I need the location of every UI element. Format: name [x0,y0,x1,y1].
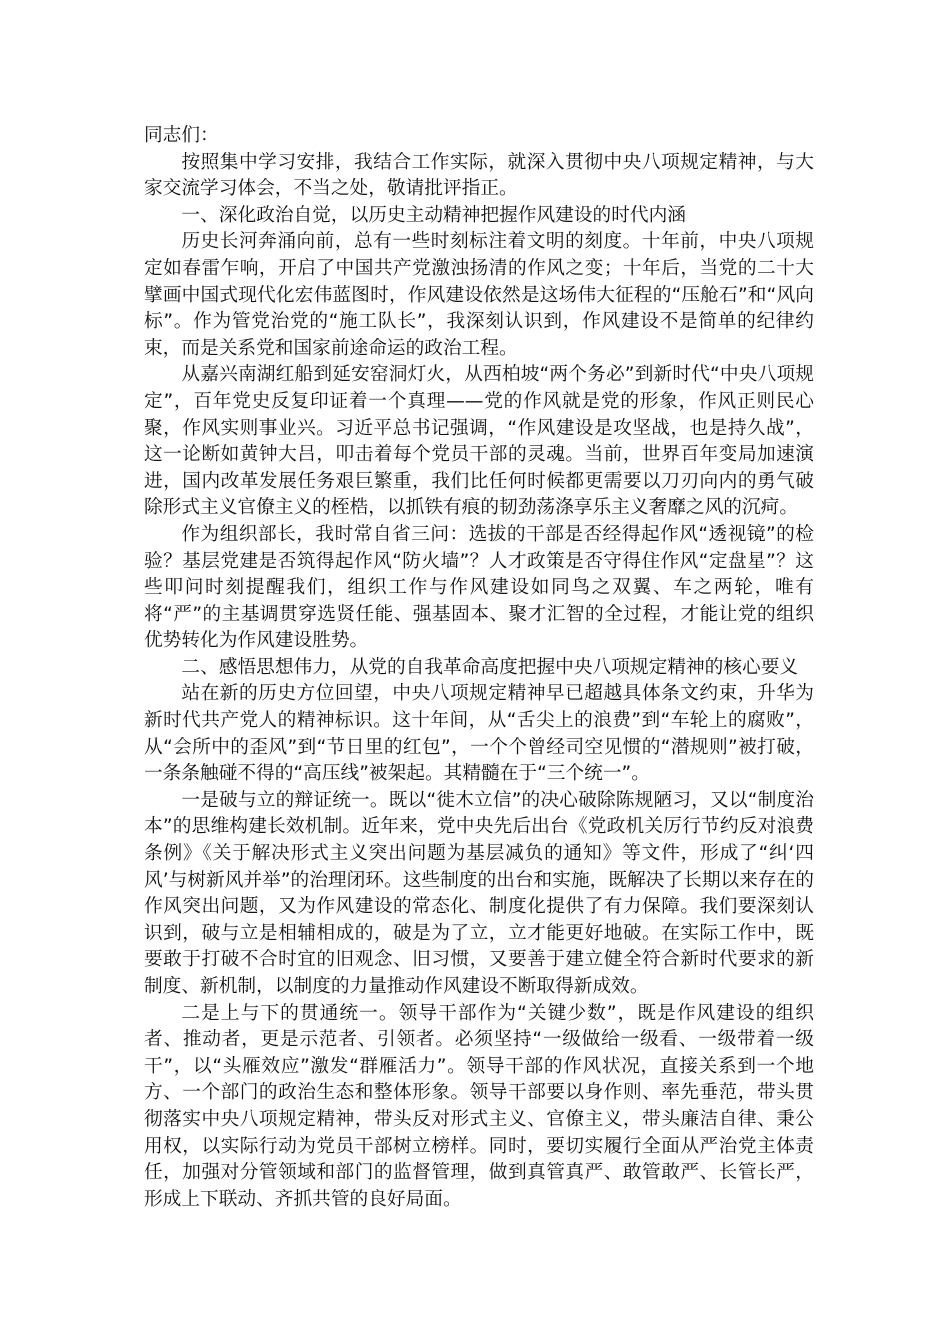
salutation: 同志们： [144,125,219,146]
paragraph: 一是破与立的辩证统一。既以“徙木立信”的决心破除陈规陋习，又以“制度治本”的思维构建长效机制。近年来，党中央先后出台《党政机关厉行节约反对浪费条例》《关于解决形式主义突出问题为基层减负的通知》等文件，形成了“纠‘四风’与树新风并举”的治理闭环。这些制度的出台和实施，既解决了长期以来存在的作风突出问题，又为作风建设的常态化、制度化提供了有力保障。我们要深刻认识到，破与立是相辅相成的，破是为了立，立才能更好地破。在实际工作中，既要敢于打破不合时宜的旧观念、旧习惯，又要善于建立健全符合新时代要求的新制度、新机制，以制度的力量推动作风建设不断取得新成效。 [144,789,814,997]
paragraph-intro: 按照集中学习安排，我结合工作实际，就深入贯彻中央八项规定精神，与大家交流学习体会，不当之处，敬请批评指正。 [144,151,814,200]
paragraph: 作为组织部长，我时常自省三问：选拔的干部是否经得起作风“透视镜”的检验？基层党建是否筑得起作风“防火墙”？人才政策是否守得住作风“定盘星”？这些叩问时刻提醒我们，组织工作与作风建设如同鸟之双翼、车之两轮，唯有将“严”的主基调贯穿选贤任能、强基固本、聚才汇智的全过程，才能让党的组织优势转化为作风建设胜势。 [144,523,814,652]
paragraph: 二是上与下的贯通统一。领导干部作为“关键少数”，既是作风建设的组织者、推动者，更是示范者、引领者。必须坚持“一级做给一级看、一级带着一级干”，以“头雁效应”激发“群雁活力”。领导干部的作风状况，直接关系到一个地方、一个部门的政治生态和整体形象。领导干部要以身作则、率先垂范，带头贯彻落实中央八项规定精神，带头反对形式主义、官僚主义，带头廉洁自律、秉公用权，以实际行动为党员干部树立榜样。同时，要切实履行全面从严治党主体责任，加强对分管领域和部门的监督管理，做到真管真严、敢管敢严、长管长严，形成上下联动、齐抓共管的良好局面。 [144,1002,814,1210]
paragraph: 站在新的历史方位回望，中央八项规定精神早已超越具体条文约束，升华为新时代共产党人的精神标识。这十年间，从“舌尖上的浪费”到“车轮上的腐败”，从“会所中的歪风”到“节日里的红包”，一个个曾经司空见惯的“潜规则”被打破，一条条触碰不得的“高压线”被架起。其精髓在于“三个统一”。 [144,683,814,785]
paragraph: 历史长河奔涌向前，总有一些时刻标注着文明的刻度。十年前，中央八项规定如春雷乍响，开启了中国共产党激浊扬清的作风之变；十年后，当党的二十大擘画中国式现代化宏伟蓝图时，作风建设依然是这场伟大征程的“压舱石”和“风向标”。作为管党治党的“施工队长”，我深刻认识到，作风建设不是简单的纪律约束，而是关系党和国家前途命运的政治工程。 [144,231,814,359]
document-page [144,123,814,1213]
paragraph: 从嘉兴南湖红船到延安窑洞灯火，从西柏坡“两个务必”到新时代“中央八项规定”，百年党史反复印证着一个真理——党的作风就是党的形象，作风正则民心聚，作风实则事业兴。习近平总书记强调，“作风建设是攻坚战，也是持久战”，这一论断如黄钟大吕，叩击着每个党员干部的灵魂。当前，世界百年变局加速演进，国内改革发展任务艰巨繁重，我们比任何时候都更需要以刀刃向内的勇气破除形式主义官僚主义的桎梏，以抓铁有痕的韧劲荡涤享乐主义奢靡之风的沉疴。 [144,364,814,519]
section-heading-2: 二、感悟思想伟力，从党的自我革命高度把握中央八项规定精神的核心要义 [181,656,799,678]
section-heading-1: 一、深化政治自觉，以历史主动精神把握作风建设的时代内涵 [181,204,686,226]
